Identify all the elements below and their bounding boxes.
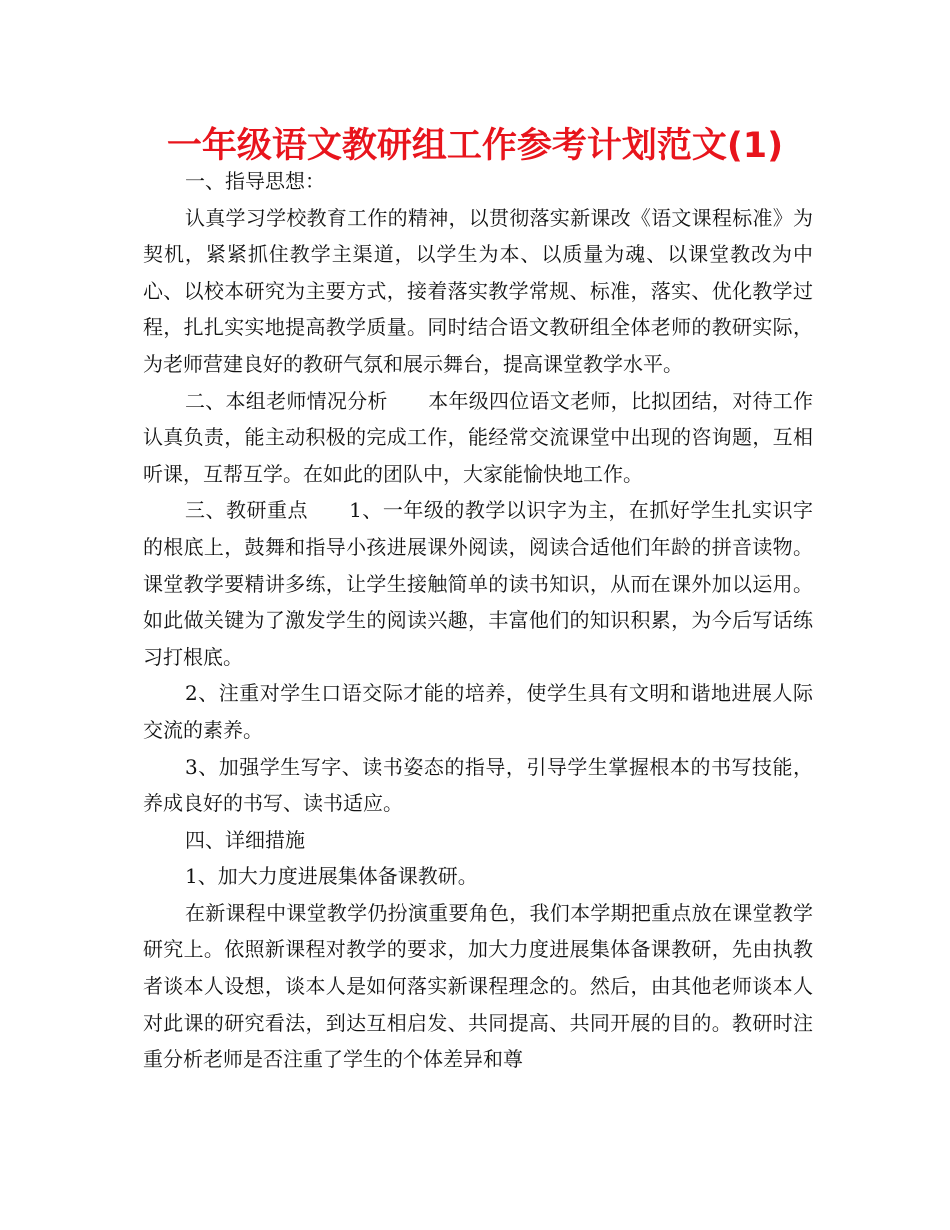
paragraph-measures-heading: 四、详细措施 [185,827,305,852]
paragraph-research-focus-1: 三、教研重点 1、一年级的教学以识字为主，在抓好学生扎实识字的根底上，鼓舞和指导小孩进展课外阅读，阅读合适他们年龄的拼音读物。课堂教学要精讲多练，让学生接触简单的读书知识，从而在课外加以运用。如此做关键为了激发学生的阅读兴趣，丰富他们的知识积累，为今后写话练习打根底。 [143,498,813,669]
document-title: 一年级语文教研组工作参考计划范文(1) [166,126,784,166]
paragraph-measure-1-heading: 1、加大力度进展集体备课教研。 [185,864,478,889]
paragraph-research-focus-2: 2、注重对学生口语交际才能的培养，使学生具有文明和谐地进展人际交流的素养。 [143,681,813,742]
document-body [143,163,813,1078]
paragraph-guiding-ideas: 认真学习学校教育工作的精神，以贯彻落实新课改《语文课程标准》为契机，紧紧抓住教学主渠道，以学生为本、以质量为魂、以课堂教改为中心、以校本研究为主要方式，接着落实教学常规、标准，落实、优化教学过程，扎扎实实地提高教学质量。同时结合语文教研组全体老师的教研实际，为老师营建良好的教研气氛和展示舞台，提高课堂教学水平。 [143,205,813,376]
paragraph-measure-1: 在新课程中课堂教学仍扮演重要角色，我们本学期把重点放在课堂教学研究上。依照新课程对教学的要求，加大力度进展集体备课教研，先由执教者谈本人设想，谈本人是如何落实新课程理念的。然后，由其他老师谈本人对此课的研究看法，到达互相启发、共同提高、共同开展的目的。教研时注重分析老师是否注重了学生的个体差异和尊 [143,900,813,1072]
paragraph-teacher-analysis: 二、本组老师情况分析 本年级四位语文老师，比拟团结，对待工作认真负责，能主动积极的完成工作，能经常交流课堂中出现的咨询题，互相听课，互帮互学。在如此的团队中，大家能愉快地工作。 [143,388,813,486]
paragraph-research-focus-3: 3、加强学生写字、读书姿态的指导，引导学生掌握根本的书写技能，养成良好的书写、读书适应。 [143,754,813,816]
paragraph-guiding-ideas-heading: 一、指导思想： [185,169,325,193]
